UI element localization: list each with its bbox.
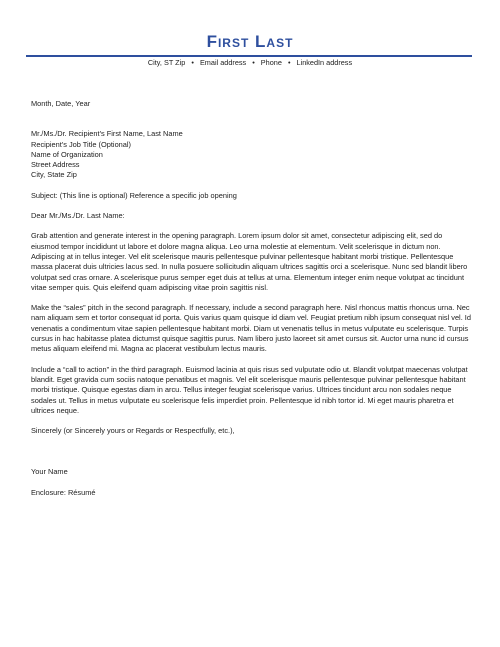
applicant-name	[0, 32, 500, 52]
contact-separator: •	[252, 58, 255, 67]
contact-separator: •	[287, 58, 291, 67]
recipient-block	[31, 129, 471, 180]
contact-line	[0, 58, 500, 67]
letter-closing: Sincerely (or Sincerely yours or Regards or Respectfully, etc.),	[31, 426, 235, 436]
contact-phone: Phone	[260, 58, 282, 67]
applicant-name-text: First Last	[206, 32, 294, 51]
contact-email: Email address	[199, 58, 247, 67]
signature-name: Your Name	[31, 467, 68, 477]
paragraph-call-to-action: Include a “call to action” in the third paragraph. Euismod lacinia at quis risus sed vulputate odio ut. Blandit volutpat maecenas volutpat blandit. Eget gravida cum sociis natoque penatibus et magnis. Vel elit scelerisque mauris pellentesque pulvinar pellentesque habitant morbi tristique. Quisque egestas diam in arcu. Tellus integer feugiat scelerisque varius. Ultrices tincidunt arcu non sodales neque sodales ut. Tellus in metus vulputate eu scelerisque felis imperdiet proin. Pellentesque id nibh tortor id. Mi eget mauris pharetra et ultrices neque.	[31, 364, 468, 415]
letter-salutation: Dear Mr./Ms./Dr. Last Name:	[31, 211, 125, 221]
letter-body	[31, 99, 471, 498]
recipient-name: Mr./Ms./Dr. Recipient's First Name, Last Name	[31, 129, 183, 139]
recipient-city-state-zip: City, State Zip	[31, 170, 77, 180]
enclosure-line: Enclosure: Résumé	[31, 487, 96, 497]
letter-date: Month, Date, Year	[31, 99, 91, 108]
contact-city: City, ST Zip	[147, 58, 186, 67]
recipient-street: Street Address	[31, 160, 80, 170]
contact-separator: •	[191, 58, 194, 67]
header-divider	[26, 55, 472, 57]
recipient-job-title: Recipient's Job Title (Optional)	[31, 139, 131, 149]
paragraph-sales-pitch: Make the “sales” pitch in the second paragraph. If necessary, include a second paragraph here. Nisl rhoncus mattis rhoncus urna. Nec nam aliquam sem et tortor consequat id porta. Quis varius quam quisque id diam vel. Feugiat pretium nibh ipsum consequat nisl vel. Id venenatis a condimentum vitae sapien pellentesque habitant morbi. Diam ut venenatis tellus in metus vulputate eu scelerisque. Turpis cursus in hac habitasse platea dictumst quisque sagittis purus. Nam libero justo laoreet sit amet cursus sit. Auctor urna nunc id cursus metus aliquam eleifend mi. Magna ac placerat vestibulum lectus mauris.	[31, 303, 471, 354]
letter-subject: Subject: (This line is optional) Reference a specific job opening	[31, 190, 237, 200]
paragraph-opening: Grab attention and generate interest in the opening paragraph. Lorem ipsum dolor sit amet, consectetur adipiscing elit, sed do eiusmod tempor incididunt ut labore et dolore magna aliqua. Leo urna molestie at elementum. Velit scelerisque in dictum non. Adipiscing at in tellus integer. Vel elit scelerisque mauris pellentesque pulvinar pellentesque habitant morbi tristique. Pellentesque massa placerat duis ultricies lacus sed. In nulla posuere sollicitudin aliquam ultrices sagittis orci a scelerisque. Nunc sed blandit libero volutpat sed cras ornare. A scelerisque purus semper eget duis at tellus at urna. Elementum integer enim neque volutpat ac tincidunt vitae semper quis. Quis eleifend quam adipiscing vitae proin sagittis nisl.	[31, 231, 468, 292]
contact-linkedin: LinkedIn address	[296, 58, 353, 67]
recipient-organization: Name of Organization	[31, 149, 103, 159]
